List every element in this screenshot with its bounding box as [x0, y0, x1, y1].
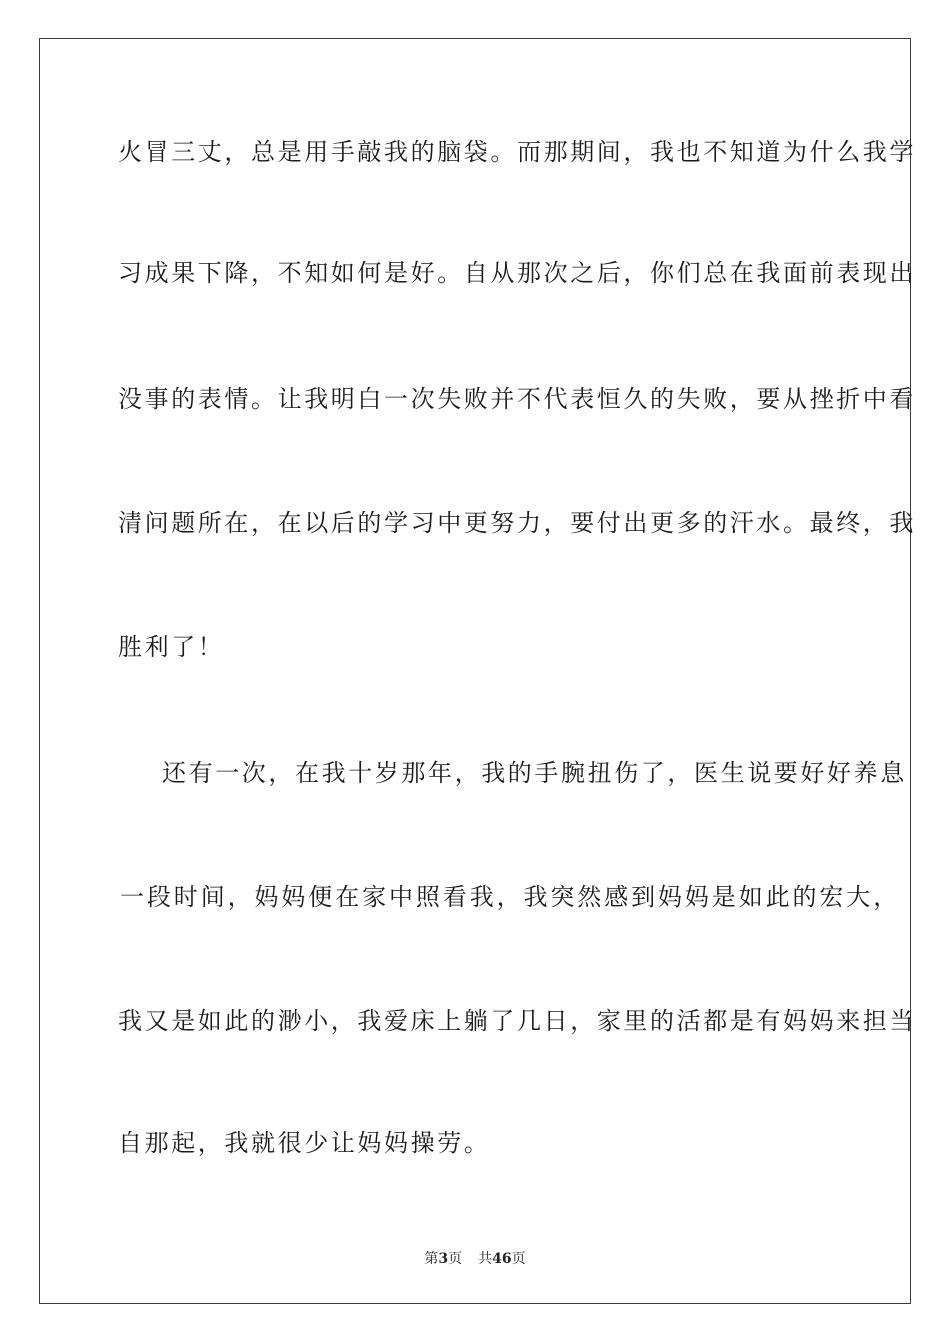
text-line: 胜利了！	[118, 633, 225, 661]
text-line: 一段时间，妈妈便在家中照看我，我突然感到妈妈是如此的宏大，	[120, 883, 901, 911]
total-suffix: 页	[511, 1251, 526, 1267]
page-footer	[0, 1248, 950, 1268]
text-line: 习成果下降，不知如何是好。自从那次之后，你们总在我面前表现出	[118, 259, 916, 287]
page-number: 3	[438, 1251, 449, 1267]
total-pages: 46	[492, 1251, 512, 1267]
paragraph-start-line: 还有一次，在我十岁那年，我的手腕扭伤了，医生说要好好养息	[162, 759, 907, 787]
page-prefix: 第	[424, 1251, 439, 1267]
text-line: 自那起，我就很少让妈妈操劳。	[118, 1129, 491, 1157]
text-line: 火冒三丈，总是用手敲我的脑袋。而那期间，我也不知道为什么我学	[118, 138, 916, 166]
page-suffix: 页	[448, 1251, 463, 1267]
total-prefix: 共	[478, 1251, 493, 1267]
page-border	[39, 38, 916, 1304]
text-line: 没事的表情。让我明白一次失败并不代表恒久的失败，要从挫折中看	[118, 385, 916, 413]
text-line: 清问题所在，在以后的学习中更努力，要付出更多的汗水。最终，我	[118, 509, 916, 537]
text-line: 我又是如此的渺小，我爱床上躺了几日，家里的活都是有妈妈来担当	[118, 1007, 916, 1035]
